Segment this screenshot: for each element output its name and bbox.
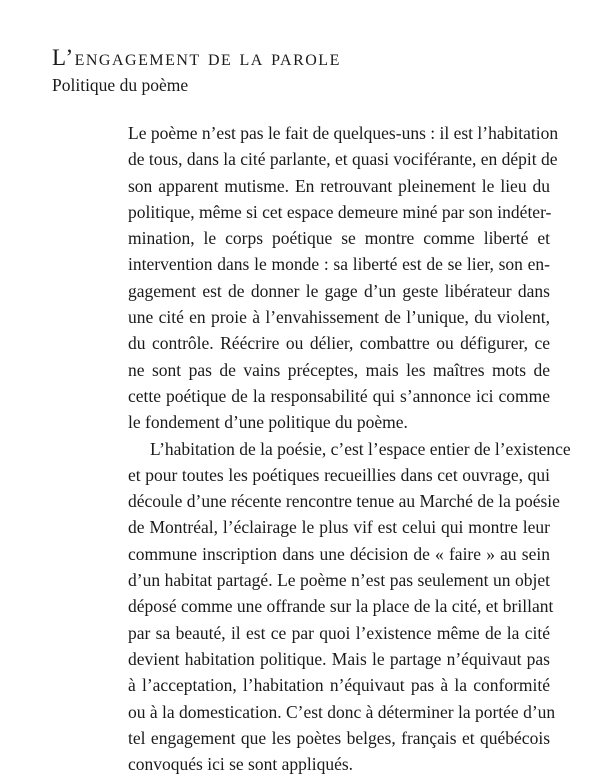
text-line: le fondement d’une politique du poème. bbox=[128, 412, 408, 433]
text-line: découle d’une récente rencontre tenue au Marché de la poésie bbox=[128, 491, 560, 512]
text-line: devient habitation politique. Mais le partage n’équivaut pas bbox=[128, 648, 550, 669]
text-line: cette poétique de la responsabilité qui s’annonce ici comme bbox=[128, 385, 550, 406]
text-line: une cité en proie à l’envahissement de l’unique, du violent, bbox=[128, 307, 550, 328]
page-subtitle: Politique du poème bbox=[52, 75, 189, 95]
text-line: ne sont pas de vains préceptes, mais les maîtres mots de bbox=[128, 359, 550, 380]
text-line: déposé comme une offrande sur la place de la cité, et brillant bbox=[128, 596, 554, 617]
text-line: et pour toutes les poétiques recueillies dans cet ouvrage, qui bbox=[128, 464, 550, 485]
text-line: à l’acceptation, l’habitation n’équivaut pas à la conformité bbox=[128, 675, 550, 696]
paragraph-1 bbox=[128, 120, 559, 436]
text-line: commune inscription dans une décision de « faire » au sein bbox=[128, 543, 550, 564]
text-line: tel engagement que les poètes belges, français et québécois bbox=[128, 727, 550, 748]
text-line: de Montréal, l’éclairage le plus vif est celui qui montre leur bbox=[128, 517, 550, 538]
text-line: mination, le corps poétique se montre comme liberté et bbox=[128, 228, 550, 249]
text-line: de tous, dans la cité parlante, et quasi vociférante, en dépit de bbox=[128, 149, 558, 170]
text-line: ou à la domestication. C’est donc à déterminer la portée d’un bbox=[128, 701, 556, 722]
text-line: gagement est de donner le gage d’un geste libérateur dans bbox=[128, 280, 550, 301]
text-line: du contrôle. Réécrire ou délier, combattre ou défigurer, ce bbox=[128, 333, 550, 354]
text-line: d’un habitat partagé. Le poème n’est pas seulement un objet bbox=[128, 570, 550, 591]
text-line: son apparent mutisme. En retrouvant pleinement le lieu du bbox=[128, 175, 550, 196]
text-line: Le poème n’est pas le fait de quelques-uns : il est l’habitation bbox=[128, 123, 559, 143]
text-line: politique, même si cet espace demeure miné par son indéter- bbox=[128, 201, 552, 222]
text-line: par sa beauté, il est ce par quoi l’existence même de la cité bbox=[128, 622, 550, 643]
text-line: convoqués ici se sont appliqués. bbox=[128, 754, 354, 775]
text-line: L’habitation de la poésie, c’est l’espace entier de l’existence bbox=[150, 438, 571, 459]
page-title: L’engagement de la parole bbox=[52, 45, 341, 70]
body-text bbox=[128, 120, 571, 777]
text-line: intervention dans le monde : sa liberté est de se lier, son en- bbox=[128, 254, 550, 275]
paragraph-2 bbox=[128, 436, 571, 777]
